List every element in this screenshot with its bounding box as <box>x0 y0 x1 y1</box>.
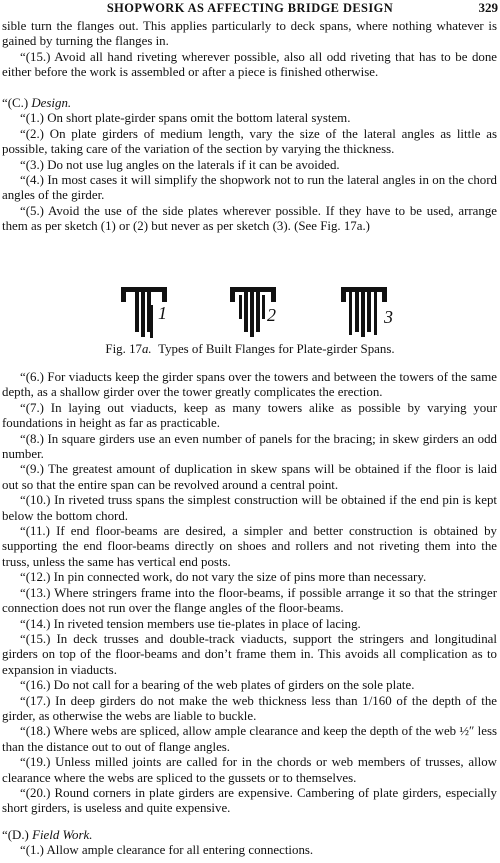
figure-caption-text: Types of Built Flanges for Plate-girder Spans. <box>158 342 395 356</box>
section-d-heading <box>2 828 497 843</box>
design-item: “(15.) In deck trusses and double-track viaducts, support the stringers and longitudinal girders on top of the floor-beams and don’t frame them in. This avoids all complication as to expansion in viaducts. <box>2 631 497 677</box>
design-item: “(8.) In square girders use an even number of panels for the bracing; in skew girders an odd number. <box>2 431 497 462</box>
figure-number: Fig. 17 <box>105 342 142 356</box>
design-item: “(13.) Where stringers frame into the floor-beams, if possible arrange it so that the stringer connection does not run over the flange angles of the floor-beams. <box>2 585 497 616</box>
design-item: “(12.) In pin connected work, do not vary the size of pins more than necessary. <box>20 570 427 585</box>
section-d <box>2 828 497 859</box>
section-c-label: “(C.) <box>2 96 29 110</box>
figure-caption <box>0 342 500 357</box>
design-item: “(11.) If end floor-beams are desired, a simpler and better construction is obtained by supporting the end floor-beams directly on shoes and rollers and not riveting them into the truss, unless the same has vertical end posts. <box>2 524 497 569</box>
design-item: “(4.) In most cases it will simplify the shopwork not to run the lateral angles in on the chord angles of the girder. <box>2 173 497 203</box>
field-work-item: “(1.) Allow ample clearance for all entering connections. <box>20 843 314 858</box>
running-head: SHOPWORK AS AFFECTING BRIDGE DESIGN <box>106 1 394 15</box>
design-item: “(9.) The greatest amount of duplication in skew spans will be obtained if the floor is laid out so that the entire span can be revolved around a central point. <box>2 462 497 492</box>
figure-number-suffix: a. <box>141 342 152 356</box>
design-item: “(16.) Do not call for a bearing of the web plates of girders on the sole plate. <box>20 678 415 693</box>
design-item: “(10.) In riveted truss spans the simplest construction will be obtained if the end pin is kept below the bottom chord. <box>2 493 497 523</box>
section-c <box>2 96 497 235</box>
flange-sketch-1 <box>121 287 167 338</box>
design-item: “(5.) Avoid the use of the side plates wherever possible. If they have to be used, arrange them as per sketch (1) or (2) but never as per sketch (3). (See Fig. 17a.) <box>2 203 497 234</box>
page-number: 329 <box>478 0 498 15</box>
design-item: “(2.) On plate girders of medium length, vary the size of the lateral angles as little as possible, taking care of the variation of the section by varying the thickness. <box>2 126 497 157</box>
flange-sketch-3 <box>341 287 393 337</box>
design-item: “(3.) Do not use lug angles on the laterals if it can be avoided. <box>20 157 340 172</box>
sketch-label-1: 1 <box>158 303 167 323</box>
top-text-block <box>2 19 497 81</box>
section-c-heading <box>2 96 497 111</box>
middle-text-block <box>2 370 497 817</box>
sketch-label-3: 3 <box>384 307 393 327</box>
design-item: “(14.) In riveted tension members use tie-plates in place of lacing. <box>20 616 361 631</box>
paragraph-item-15: “(15.) Avoid all hand riveting wherever possible, also all odd riveting that has to be done either before the work is assembled or after a piece is finished otherwise. <box>2 49 497 80</box>
design-item: “(18.) Where webs are spliced, allow ample clearance and keep the depth of the web ½″ less than the distance out to out of flange angles. <box>2 724 497 754</box>
flange-sketch-2 <box>230 287 276 337</box>
built-flanges-figure <box>0 283 500 341</box>
section-c-title: Design. <box>31 96 72 110</box>
design-item: “(20.) Round corners in plate girders are expensive. Cambering of plate girders, especially short girders, is useless and quite expensive. <box>2 785 497 816</box>
sketch-label-2: 2 <box>267 305 276 325</box>
design-item: “(1.) On short plate-girder spans omit the bottom lateral system. <box>20 111 351 126</box>
section-d-title: Field Work. <box>32 828 93 842</box>
page-header <box>0 0 500 16</box>
design-item: “(6.) For viaducts keep the girder spans over the towers and between the towers of the same depth, as a shallow girder over the tower greatly complicates the erection. <box>2 370 497 400</box>
design-item: “(19.) Unless milled joints are called for in the chords or web members of trusses, allow clearance where the webs are spliced to the gussets or to themselves. <box>2 755 497 785</box>
design-item: “(7.) In laying out viaducts, keep as many towers alike as possible by varying your foundations in height as far as practicable. <box>2 400 497 431</box>
design-item: “(17.) In deep girders do not make the web thickness less than 1/160 of the depth of the girder, as otherwise the webs are liable to buckle. <box>2 693 497 723</box>
section-d-label: “(D.) <box>2 828 29 842</box>
paragraph-continuation: sible turn the flanges out. This applies particularly to deck spans, where nothing whatever is gained by turning the flanges in. <box>2 19 497 49</box>
